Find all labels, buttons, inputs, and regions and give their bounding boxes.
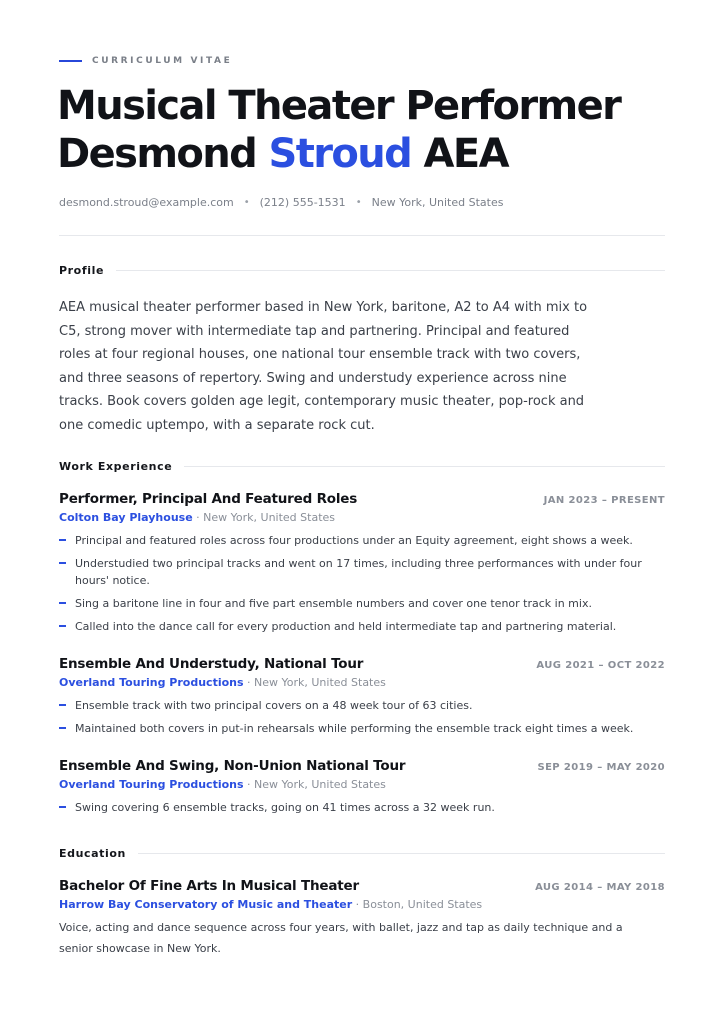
job-location: · New York, United States — [192, 511, 336, 524]
header-divider — [59, 235, 665, 236]
contact-email[interactable]: desmond.stroud@example.com — [59, 196, 234, 209]
list-item: Understudied two principal tracks and went on 17 times, including three performances with under four hours' notice. — [59, 555, 665, 589]
job-org-line — [59, 676, 665, 689]
name-line — [57, 130, 677, 178]
education-date: AUG 2014 – MAY 2018 — [535, 882, 665, 893]
degree-title: Bachelor Of Fine Arts In Musical Theater — [59, 878, 359, 894]
list-item: Sing a baritone line in four and five part ensemble numbers and cover one tenor track in mix. — [59, 595, 665, 612]
list-item: Called into the dance call for every production and held intermediate tap and partnering material. — [59, 618, 665, 635]
job-org: Overland Touring Productions — [59, 676, 244, 689]
job-bullets — [59, 697, 665, 737]
job-org: Overland Touring Productions — [59, 778, 244, 791]
separator-dot: • — [355, 197, 362, 208]
list-item: Swing covering 6 ensemble tracks, going on 41 times across a 32 week run. — [59, 799, 665, 816]
section-title: Work Experience — [59, 460, 173, 473]
job-entry — [59, 758, 665, 822]
job-org: Colton Bay Playhouse — [59, 511, 193, 524]
job-location: · New York, United States — [243, 778, 386, 791]
section-header-work — [59, 460, 665, 473]
education-entry — [59, 878, 665, 959]
job-header — [59, 656, 665, 672]
job-entry — [59, 656, 665, 743]
job-date: AUG 2021 – OCT 2022 — [536, 660, 665, 671]
section-title: Profile — [59, 264, 105, 277]
list-item: Maintained both covers in put-in rehearsals while performing the ensemble track eight times a week. — [59, 720, 665, 737]
section-rule — [138, 853, 665, 854]
eyebrow-text: CURRICULUM VITAE — [92, 56, 233, 66]
profile-text: AEA musical theater performer based in New York, baritone, A2 to A4 with mix to C5, strong mover with intermediate tap and partnering. Principal and featured roles at four regional houses, one national tour ensemble track with two covers, and three seasons of repertory. Swing and understudy experience across nine tracks. Book covers golden age legit, contemporary music theater, pop-rock and one comedic uptempo, with a separate rock cut. — [59, 300, 588, 433]
education-org-line — [59, 898, 665, 911]
job-date: SEP 2019 – MAY 2020 — [537, 762, 665, 773]
job-header — [59, 491, 665, 507]
name-last: Stroud — [268, 131, 412, 177]
job-title: Ensemble And Understudy, National Tour — [59, 656, 364, 672]
eyebrow — [59, 56, 232, 66]
eyebrow-rule — [59, 60, 82, 62]
list-item: Principal and featured roles across four productions under an Equity agreement, eight shows a week. — [59, 532, 665, 549]
name-first: Desmond — [57, 131, 257, 177]
job-org-line — [59, 778, 665, 791]
job-date: JAN 2023 – PRESENT — [543, 495, 665, 506]
job-bullets — [59, 532, 665, 635]
contact-location: New York, United States — [371, 196, 504, 209]
job-location: · New York, United States — [243, 676, 386, 689]
section-header-education — [59, 847, 665, 860]
job-title: Performer, Principal And Featured Roles — [59, 491, 358, 507]
education-description: Voice, acting and dance sequence across four years, with ballet, jazz and tap as daily technique and a senior showcase in New York. — [59, 921, 623, 955]
job-org-line — [59, 511, 665, 524]
school-location: · Boston, United States — [352, 898, 483, 911]
school-name: Harrow Bay Conservatory of Music and Theater — [59, 898, 353, 911]
name-suffix: AEA — [423, 131, 508, 177]
page-title — [57, 82, 677, 178]
section-rule — [116, 270, 665, 271]
education-header — [59, 878, 665, 894]
contact-phone[interactable]: (212) 555-1531 — [259, 196, 346, 209]
separator-dot: • — [243, 197, 250, 208]
section-title: Education — [59, 847, 126, 860]
job-header — [59, 758, 665, 774]
section-header-profile — [59, 264, 665, 277]
job-title: Ensemble And Swing, Non-Union National Tour — [59, 758, 406, 774]
list-item: Ensemble track with two principal covers on a 48 week tour of 63 cities. — [59, 697, 665, 714]
contact-line — [59, 196, 503, 209]
section-rule — [184, 466, 665, 467]
job-entry — [59, 491, 665, 641]
title-line: Musical Theater Performer — [57, 83, 621, 129]
job-bullets — [59, 799, 665, 816]
